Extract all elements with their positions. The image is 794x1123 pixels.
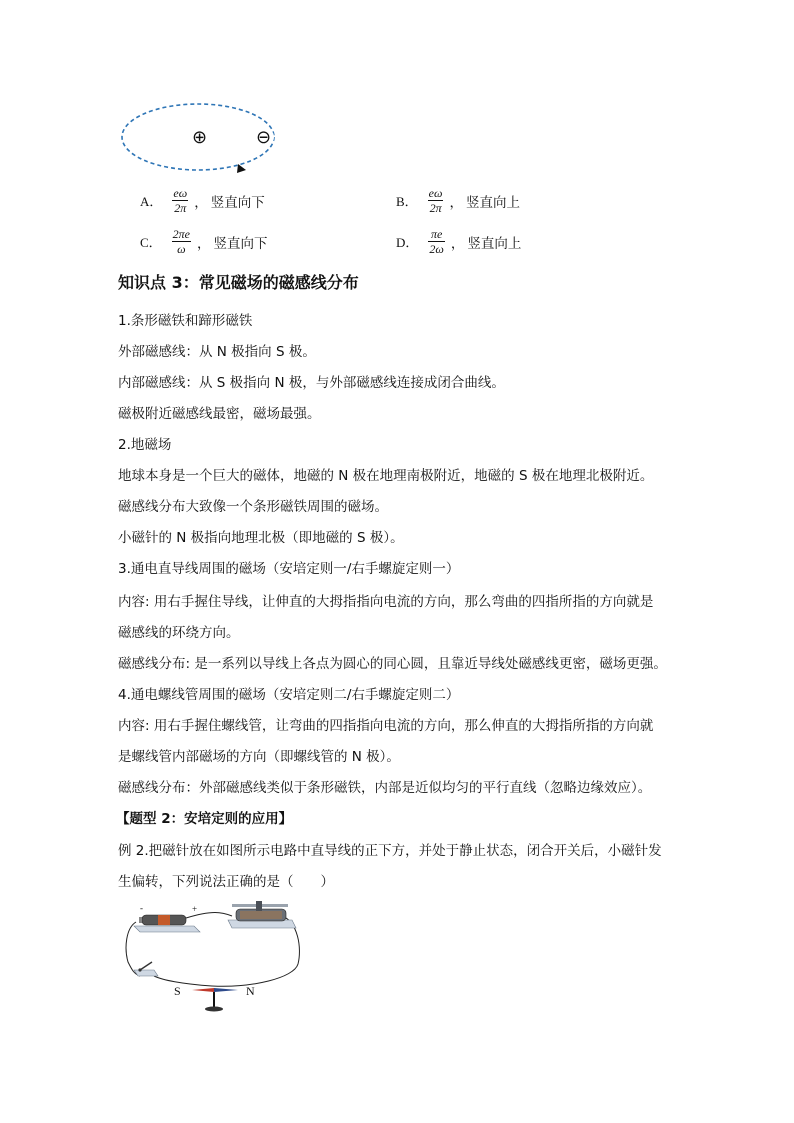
needle-n-label: N	[246, 984, 255, 998]
option-a-fraction: $\frac{e\omega}{2\pi}$	[173, 186, 188, 215]
battery-minus-label: -	[140, 903, 143, 913]
needle-s-label: S	[174, 984, 181, 998]
section-heading: 知识点 3：常见磁场的磁感线分布	[118, 273, 359, 292]
section-line: 4.通电螺线管周围的磁场（安培定则二/右手螺旋定则二）	[118, 687, 460, 703]
section-line: 磁极附近磁感线最密，磁场最强。	[118, 406, 321, 422]
example-line-2: 生偏转，下列说法正确的是（ ）	[118, 874, 334, 890]
option-d-text: 竖直向上	[467, 235, 522, 252]
question-type-label: 【题型 2：安培定则的应用】	[116, 811, 293, 827]
option-d-fraction: $\frac{\pi e}{2\omega}$	[429, 227, 444, 256]
option-b-fraction: $\frac{e\omega}{2\pi}$	[428, 186, 443, 215]
option-b-letter: B．	[396, 194, 418, 209]
minus-charge-symbol: ⊖	[256, 127, 272, 148]
section-line: 3.通电直导线周围的磁场（安培定则一/右手螺旋定则一）	[118, 561, 460, 577]
option-c-fraction: $\frac{2\pi e}{\omega}$	[172, 227, 191, 256]
section-line: 磁感线分布：外部磁感线类似于条形磁铁，内部是近似均匀的平行直线（忽略边缘效应）。	[118, 780, 652, 796]
section-line: 小磁针的 N 极指向地理北极（即地磁的 S 极）。	[118, 530, 404, 546]
option-c-text: 竖直向下	[213, 235, 268, 252]
option-b-text: 竖直向上	[465, 194, 520, 211]
circuit-figure	[122, 898, 304, 1016]
option-a-text: 竖直向下	[210, 194, 265, 211]
option-d[interactable]: D． $\frac{\pi e}{2\omega}$ ， 竖直向上	[396, 227, 522, 256]
section-line: 2.地磁场	[118, 437, 172, 453]
section-line: 地球本身是一个巨大的磁体，地磁的 N 极在地理南极附近，地磁的 S 极在地理北极附近。	[118, 468, 654, 484]
section-line: 内容: 用右手握住螺线管，让弯曲的四指指向电流的方向，那么伸直的大拇指所指的方向就	[118, 718, 654, 734]
section-line: 是螺线管内部磁场的方向（即螺线管的 N 极）。	[118, 749, 400, 765]
section-line: 磁感线的环绕方向。	[118, 625, 240, 641]
section-line: 磁感线分布大致像一个条形磁铁周围的磁场。	[118, 499, 388, 515]
rheostat	[228, 901, 296, 928]
option-b[interactable]: B． $\frac{e\omega}{2\pi}$ ， 竖直向上	[396, 186, 520, 215]
magnetic-needle	[192, 988, 238, 1012]
battery-plus-label: +	[192, 904, 198, 914]
section-line: 磁感线分布: 是一系列以导线上各点为圆心的同心圆，且靠近导线处磁感线更密，磁场更强。	[118, 656, 667, 672]
option-a[interactable]: A． $\frac{e\omega}{2\pi}$ ， 竖直向下	[140, 186, 265, 215]
orbit-direction-arrow	[237, 164, 246, 173]
option-c-letter: C．	[140, 235, 162, 250]
example-line-1: 例 2.把磁针放在如图所示电路中直导线的正下方，并处于静止状态，闭合开关后，小磁针发	[118, 843, 662, 859]
option-d-letter: D．	[396, 235, 419, 250]
switch	[134, 962, 158, 976]
section-line: 外部磁感线：从 N 极指向 S 极。	[118, 344, 316, 360]
section-line: 内容: 用右手握住导线，让伸直的大拇指指向电流的方向，那么弯曲的四指所指的方向就是	[118, 594, 654, 610]
battery	[134, 915, 200, 932]
section-line: 1.条形磁铁和蹄形磁铁	[118, 313, 253, 329]
option-c[interactable]: C． $\frac{2\pi e}{\omega}$ ， 竖直向下	[140, 227, 268, 256]
section-line: 内部磁感线：从 S 极指向 N 极，与外部磁感线连接成闭合曲线。	[118, 375, 505, 391]
option-a-letter: A．	[140, 194, 163, 209]
plus-charge-symbol: ⊕	[192, 127, 208, 148]
electron-orbit-figure	[118, 100, 288, 180]
